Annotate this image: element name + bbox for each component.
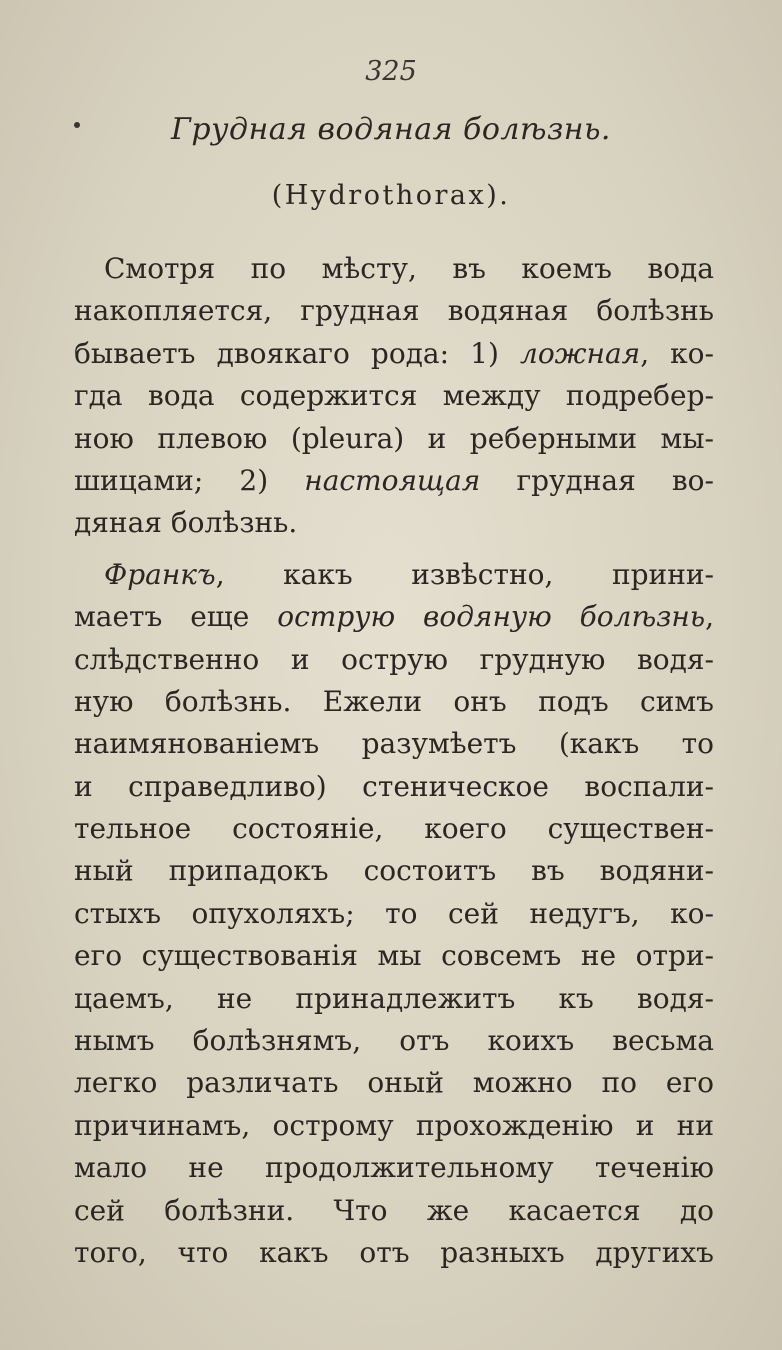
emphasis-text: острую водяную болѣзнь <box>277 600 706 634</box>
emphasis-text: настоящая <box>304 463 481 497</box>
text-line: мало не продолжительному теченію <box>74 1151 714 1185</box>
text-span: , ко- <box>640 336 714 370</box>
text-line: ною плевою (pleura) и реберными мы- <box>74 421 714 455</box>
text-line: Смотря по мѣсту, въ коемъ вода <box>104 252 714 285</box>
text-line: того, что какъ отъ разныхъ другихъ <box>74 1235 714 1269</box>
text-line <box>74 460 714 502</box>
text-line: его существованія мы совсемъ не отри- <box>74 939 714 973</box>
text-span: , <box>705 600 715 634</box>
text-line: легко различать оный можно по его <box>74 1066 714 1100</box>
text-line: тельное состояніе, коего существен- <box>74 812 714 846</box>
text-line: дяная болѣзнь. <box>74 506 298 540</box>
emphasis-text: ложная <box>519 336 641 370</box>
body-text <box>74 248 714 1274</box>
text-span: шицами; 2) <box>74 463 269 497</box>
text-line: ную болѣзнь. Ежели онъ подъ симъ <box>74 684 714 718</box>
text-line: сей болѣзни. Что же касается до <box>74 1193 714 1227</box>
text-line: слѣдственно и острую грудную водя- <box>74 642 714 676</box>
text-line: и справедливо) стеническое воспали- <box>74 769 714 803</box>
text-span: грудная во- <box>516 463 714 497</box>
text-span: , какъ извѣстно, прини- <box>215 557 714 591</box>
text-line: нымъ болѣзнямъ, отъ коихъ весьма <box>74 1024 714 1058</box>
text-line <box>74 333 714 375</box>
author-name: Франкъ <box>104 557 216 591</box>
section-subtitle: (Hydrothorax). <box>271 180 511 211</box>
text-line: цаемъ, не принадлежитъ къ водя- <box>74 981 714 1015</box>
page-number: 325 <box>365 56 417 87</box>
text-line: стыхъ опухоляхъ; то сей недугъ, ко- <box>74 896 714 930</box>
paragraph-2 <box>74 554 714 1275</box>
text-line: ный припадокъ состоитъ въ водяни- <box>74 854 714 888</box>
text-line: наимянованіемъ разумѣетъ (какъ то <box>74 727 714 761</box>
text-span: маетъ еще <box>74 600 250 634</box>
text-line: накопляется, грудная водяная болѣзнь <box>74 294 714 328</box>
section-title: Грудная водяная болѣзнь. <box>171 112 611 147</box>
text-line <box>74 554 714 596</box>
text-line: причинамъ, острому прохожденію и ни <box>74 1108 714 1142</box>
text-span: бываетъ двоякаго рода: 1) <box>74 336 499 370</box>
text-line: гда вода содержится между подребер- <box>74 379 714 413</box>
text-line <box>74 596 714 638</box>
paragraph-1 <box>74 248 714 545</box>
